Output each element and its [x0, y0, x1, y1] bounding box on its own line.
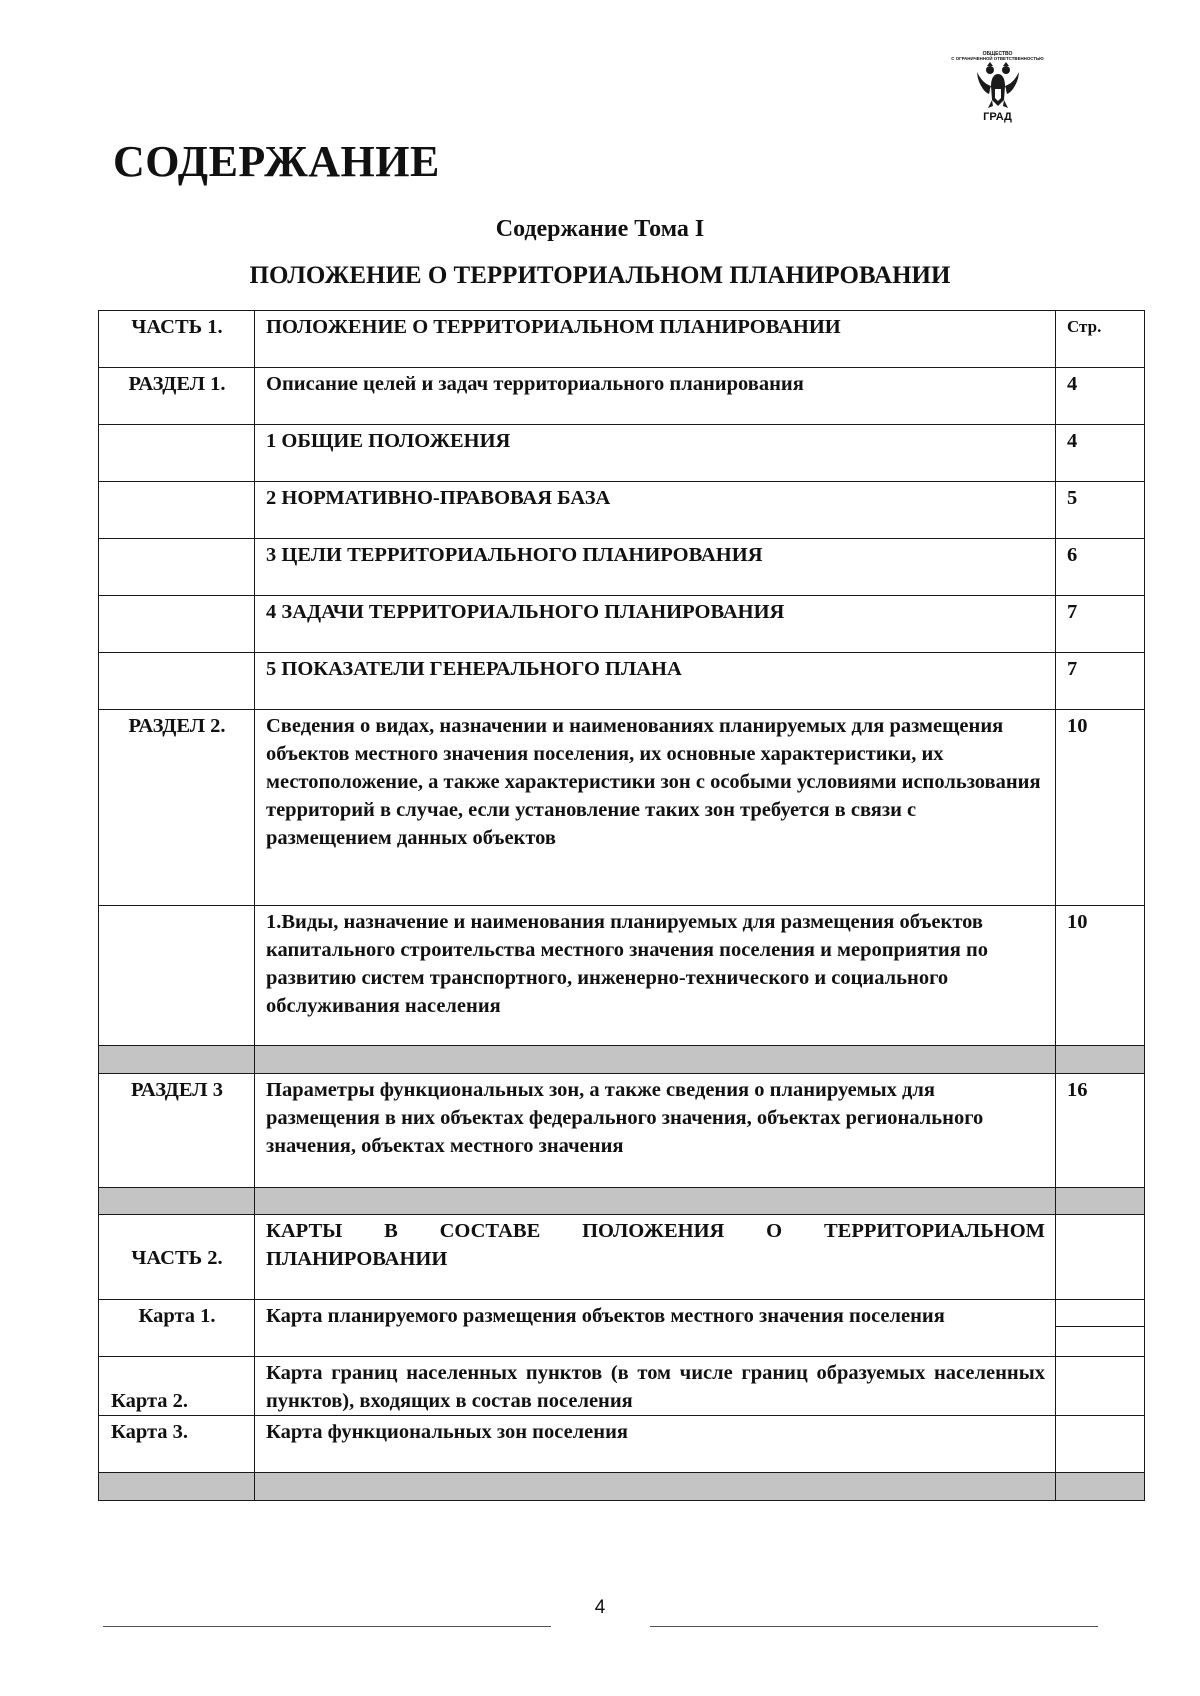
toc-map-row	[99, 1416, 1145, 1473]
toc-row	[99, 710, 1145, 906]
toc-separator-cell	[255, 1188, 1056, 1215]
toc-row-page: 6	[1056, 539, 1145, 596]
logo-line-2: С ОГРАНИЧЕННОЙ ОТВЕТСТВЕННОСТЬЮ	[951, 56, 1044, 61]
toc-row-title: 4 ЗАДАЧИ ТЕРРИТОРИАЛЬНОГО ПЛАНИРОВАНИЯ	[255, 596, 1056, 653]
double-headed-eagle-icon	[975, 62, 1021, 110]
toc-row-title: 1 ОБЩИЕ ПОЛОЖЕНИЯ	[255, 425, 1056, 482]
toc-separator-row	[99, 1046, 1145, 1074]
toc-part-title: КАРТЫ В СОСТАВЕ ПОЛОЖЕНИЯ О ТЕРРИТОРИАЛЬНОМ ПЛАНИРОВАНИИ	[255, 1215, 1056, 1300]
toc-part-label: ЧАСТЬ 1.	[99, 311, 255, 368]
document-title: СОДЕРЖАНИЕ	[113, 137, 440, 186]
toc-separator-cell	[255, 1473, 1056, 1501]
toc-split-cell	[1056, 1300, 1144, 1327]
toc-map-title: Карта границ населенных пунктов (в том числе границ образуемых населенных пунктов), входящих в состав поселения	[255, 1357, 1056, 1416]
toc-row	[99, 653, 1145, 710]
toc-map-label: Карта 3.	[99, 1416, 255, 1473]
toc-map-row	[99, 1300, 1145, 1357]
volume-title: Содержание Тома I	[495, 216, 705, 242]
page-number: 4	[594, 1597, 606, 1618]
toc-row-label	[99, 596, 255, 653]
toc-row-title: 1.Виды, назначение и наименования планируемых для размещения объектов капитального строительства местного значения поселения и мероприятия по развитию систем транспортного, инженерно-технического и социального обслуживания населения	[255, 906, 1056, 1046]
toc-row-page: 7	[1056, 596, 1145, 653]
toc-row-label: РАЗДЕЛ 3	[99, 1074, 255, 1188]
toc-part-label: ЧАСТЬ 2.	[99, 1215, 255, 1300]
toc-row-title: 3 ЦЕЛИ ТЕРРИТОРИАЛЬНОГО ПЛАНИРОВАНИЯ	[255, 539, 1056, 596]
toc-empty-page	[1056, 1215, 1145, 1300]
toc-row-title: Описание целей и задач территориального планирования	[255, 368, 1056, 425]
logo-company-name: ГРАД	[983, 111, 1012, 124]
toc-row-page: 10	[1056, 710, 1145, 906]
company-logo	[905, 52, 1090, 142]
toc-separator-cell	[99, 1473, 255, 1501]
toc-row-page: 16	[1056, 1074, 1145, 1188]
toc-separator-row	[99, 1188, 1145, 1215]
toc-row-label: РАЗДЕЛ 2.	[99, 710, 255, 906]
toc-row-page: 7	[1056, 653, 1145, 710]
toc-row	[99, 482, 1145, 539]
toc-empty-page	[1056, 1300, 1145, 1357]
toc-separator-cell	[99, 1188, 255, 1215]
toc-row	[99, 906, 1145, 1046]
toc-row-label	[99, 906, 255, 1046]
toc-empty-page	[1056, 1416, 1145, 1473]
toc-row-page: 5	[1056, 482, 1145, 539]
toc-row-title: 2 НОРМАТИВНО-ПРАВОВАЯ БАЗА	[255, 482, 1056, 539]
toc-row	[99, 368, 1145, 425]
toc-row-title: Сведения о видах, назначении и наименованиях планируемых для размещения объектов местного значения поселения, их основные характеристики, их местоположение, а также характеристики зон с особыми условиями использования территорий в случае, если установление таких зон требуется в связи с размещением данных объектов	[255, 710, 1056, 906]
section-title: ПОЛОЖЕНИЕ О ТЕРРИТОРИАЛЬНОМ ПЛАНИРОВАНИИ	[249, 262, 951, 289]
toc-row-label: РАЗДЕЛ 1.	[99, 368, 255, 425]
toc-row-label	[99, 539, 255, 596]
toc-separator-cell	[255, 1046, 1056, 1074]
toc-row-label	[99, 425, 255, 482]
toc-separator-cell	[1056, 1473, 1145, 1501]
toc-page-header: Стр.	[1056, 311, 1145, 368]
footer-divider-right	[650, 1626, 1098, 1627]
toc-map-label: Карта 1.	[99, 1300, 255, 1357]
toc-row-label	[99, 653, 255, 710]
toc-row-page: 10	[1056, 906, 1145, 1046]
toc-map-title: Карта планируемого размещения объектов местного значения поселения	[255, 1300, 1056, 1357]
toc-row-label	[99, 482, 255, 539]
toc-separator-row	[99, 1473, 1145, 1501]
toc-separator-cell	[99, 1046, 255, 1074]
toc-row	[99, 425, 1145, 482]
toc-empty-page	[1056, 1357, 1145, 1416]
toc-map-row	[99, 1357, 1145, 1416]
toc-separator-cell	[1056, 1188, 1145, 1215]
toc-row-part1	[99, 311, 1145, 368]
toc-row-part2	[99, 1215, 1145, 1300]
table-of-contents	[98, 310, 1145, 1501]
toc-map-label: Карта 2.	[99, 1357, 255, 1416]
toc-part-title: ПОЛОЖЕНИЕ О ТЕРРИТОРИАЛЬНОМ ПЛАНИРОВАНИИ	[255, 311, 1056, 368]
toc-row-page: 4	[1056, 368, 1145, 425]
toc-row	[99, 596, 1145, 653]
toc-row	[99, 1074, 1145, 1188]
toc-map-title: Карта функциональных зон поселения	[255, 1416, 1056, 1473]
toc-row-page: 4	[1056, 425, 1145, 482]
footer-divider-left	[103, 1626, 551, 1627]
logo-line-1: ОБЩЕСТВО	[982, 51, 1013, 57]
toc-row-title: Параметры функциональных зон, а также сведения о планируемых для размещения в них объектах федерального значения, объектах регионального значения, объектах местного значения	[255, 1074, 1056, 1188]
toc-row-title: 5 ПОКАЗАТЕЛИ ГЕНЕРАЛЬНОГО ПЛАНА	[255, 653, 1056, 710]
toc-separator-cell	[1056, 1046, 1145, 1074]
toc-row	[99, 539, 1145, 596]
